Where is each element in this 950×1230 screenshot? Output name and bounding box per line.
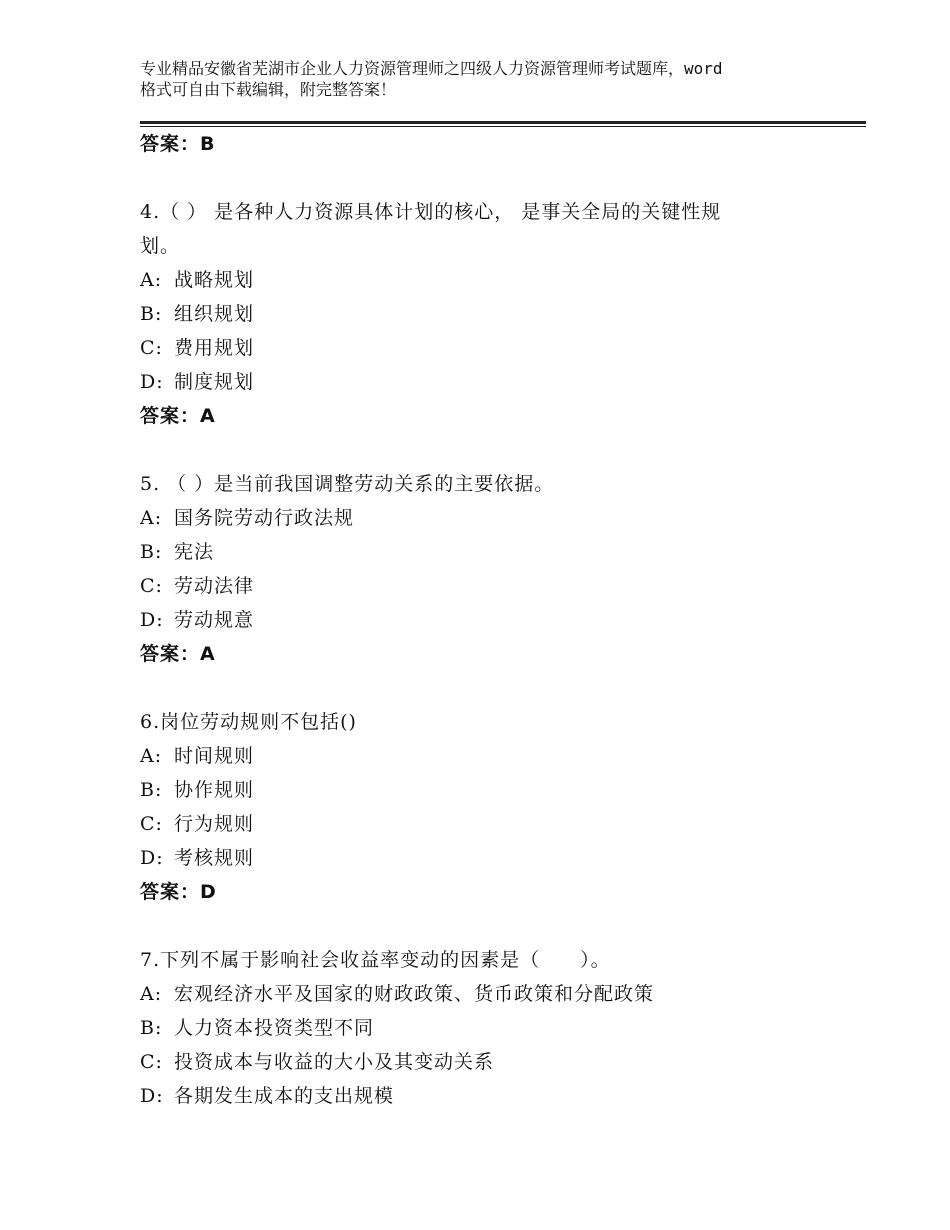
header-line-2: 格式可自由下载编辑，附完整答案！ bbox=[140, 80, 397, 99]
question-stem: 7.下列不属于影响社会收益率变动的因素是（ ）。 bbox=[140, 949, 611, 971]
option-c: C: 劳动法律 bbox=[140, 575, 255, 597]
answer-line: 答案：B bbox=[140, 133, 216, 155]
document-header bbox=[140, 58, 840, 100]
option-a: A: 战略规划 bbox=[140, 269, 255, 291]
option-a: A: 宏观经济水平及国家的财政政策、货币政策和分配政策 bbox=[140, 983, 655, 1005]
answer-line: 答案：D bbox=[140, 881, 217, 903]
question-stem: 5. （ ）是当前我国调整劳动关系的主要依据。 bbox=[140, 473, 555, 495]
option-d: D: 各期发生成本的支出规模 bbox=[140, 1085, 395, 1107]
answer-line: 答案：A bbox=[140, 405, 216, 427]
question-stem: 6.岗位劳动规则不包括() bbox=[140, 711, 357, 733]
option-c: C: 行为规则 bbox=[140, 813, 255, 835]
option-a: A: 国务院劳动行政法规 bbox=[140, 507, 355, 529]
option-b: B: 组织规划 bbox=[140, 303, 255, 325]
header-line-1: 专业精品安徽省芜湖市企业人力资源管理师之四级人力资源管理师考试题库，word bbox=[140, 59, 723, 78]
question-7 bbox=[140, 943, 800, 1113]
question-4 bbox=[140, 195, 800, 433]
option-b: B: 协作规则 bbox=[140, 779, 255, 801]
option-c: C: 投资成本与收益的大小及其变动关系 bbox=[140, 1051, 495, 1073]
option-d: D: 考核规则 bbox=[140, 847, 255, 869]
option-a: A: 时间规则 bbox=[140, 745, 255, 767]
option-b: B: 宪法 bbox=[140, 541, 215, 563]
option-b: B: 人力资本投资类型不同 bbox=[140, 1017, 375, 1039]
question-stem: 4.（ ） 是各种人力资源具体计划的核心， 是事关全局的关键性规 划。 bbox=[140, 201, 722, 257]
option-d: D: 劳动规意 bbox=[140, 609, 255, 631]
header-rule bbox=[140, 121, 866, 124]
question-6 bbox=[140, 705, 800, 909]
option-c: C: 费用规划 bbox=[140, 337, 255, 359]
answer-line: 答案：A bbox=[140, 643, 216, 665]
question-5 bbox=[140, 467, 800, 671]
option-d: D: 制度规划 bbox=[140, 371, 255, 393]
document-body bbox=[140, 127, 800, 1113]
